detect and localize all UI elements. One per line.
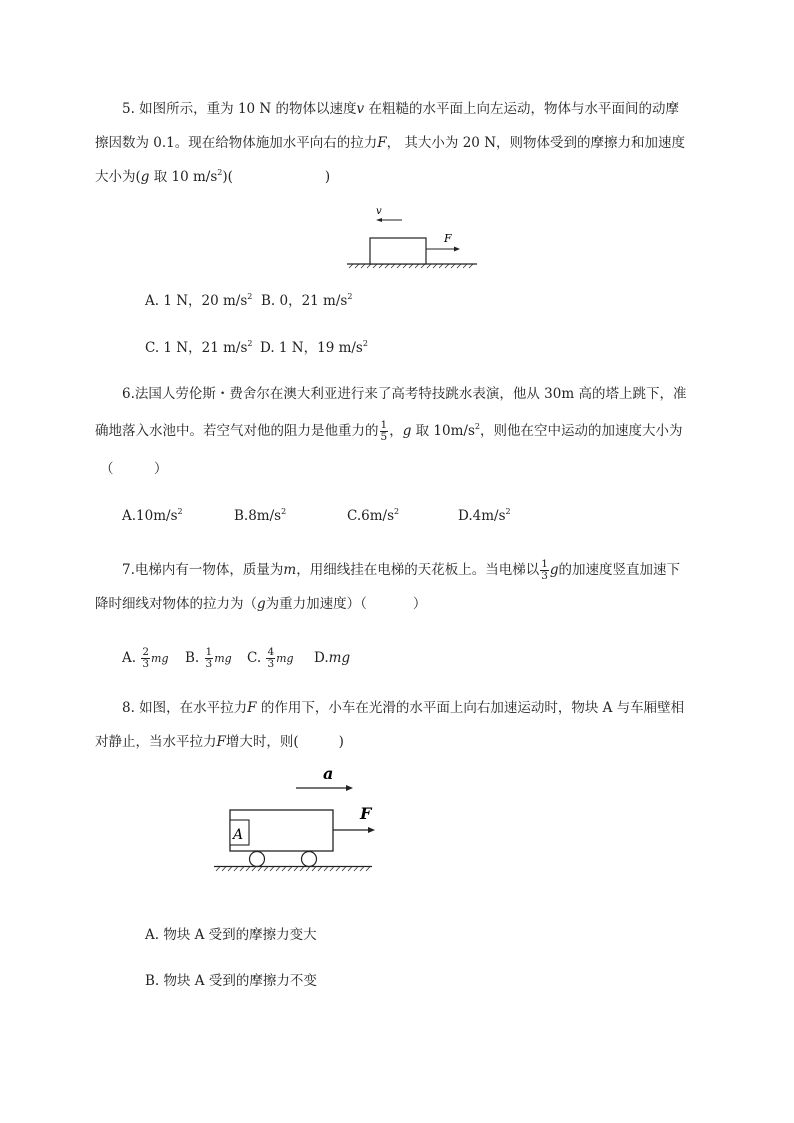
q5-line-2: 擦因数为 0.1。现在给物体施加水平向右的拉力F， 其大小为 20 N，则物体受到的摩擦力和加速度 [95, 135, 686, 151]
q6-option-d[interactable]: $D.4m/s^2$ [458, 507, 511, 524]
q5-option-b[interactable]: B. 0，21 $m/s^2$ [261, 292, 353, 309]
q8-force-arrowhead [368, 827, 375, 833]
q6-line-1: 6.法国人劳伦斯・费舍尔在澳大利亚进行来了高考特技跳水表演，他从 30m 高的塔上跳下，准 [122, 386, 687, 402]
q7-option-b[interactable]: B. $\frac{1}{3}$ mg [185, 646, 232, 670]
q5-line-3: 大小为(g 取 10 $m/s^2$)( ) [95, 168, 331, 185]
q5-force-arrowhead [454, 247, 460, 252]
q5-figure [340, 200, 480, 272]
q8-figure [210, 760, 385, 875]
q7-fraction: $\frac{1}{3}$ [541, 558, 548, 582]
q8-option-b[interactable]: B. 物块 A 受到的摩擦力不变 [145, 973, 317, 989]
q6-option-c[interactable]: $C.6m/s^2$ [347, 507, 400, 524]
q8-wheel-right [302, 852, 317, 867]
q7-option-d[interactable]: D.mg [314, 650, 351, 666]
q5-line-1: 5. 如图所示，重为 10 N 的物体以速度v 在粗糙的水平面上向左运动，物体与水平面间的动摩 [122, 101, 679, 117]
q8-wheel-left [250, 852, 265, 867]
q8-ground-hatch [216, 867, 370, 872]
q7-line-1: 7.电梯内有一物体，质量为m，用细线挂在电梯的天花板上。当电梯以 $\frac{1}{3}$ g的加速度竖直加速下 [122, 558, 681, 582]
q5-velocity-label: v [376, 206, 382, 217]
q6-option-a[interactable]: $A.10m/s^2$ [122, 507, 183, 524]
q7-line-2: 降时细线对物体的拉力为（g为重力加速度）（ ） [95, 596, 427, 612]
q5-block [370, 238, 426, 264]
q5-option-a[interactable]: A. 1 N，20 $m/s^2$ [145, 292, 253, 309]
q8-acceleration-label: a [323, 764, 334, 783]
q5-velocity-arrowhead [376, 218, 382, 222]
q8-acceleration-arrowhead [346, 785, 353, 791]
q6-fraction: $\frac{1}{5}$ [380, 419, 388, 443]
q8-force-label: F [360, 804, 372, 823]
q7-option-c[interactable]: C. $\frac{4}{3}$ mg [247, 646, 294, 670]
q6-line-3: （ ） [100, 461, 168, 477]
q8-line-1: 8. 如图，在水平拉力F 的作用下，小车在光滑的水平面上向右加速运动时，物块 A 与车厢壁相 [122, 700, 685, 716]
q5-option-c[interactable]: C. 1 N，21 $m/s^2$ [145, 339, 253, 356]
q8-line-2: 对静止，当水平拉力F增大时，则( ) [95, 734, 344, 750]
q6-line-2: 确地落入水池中。若空气对他的阻力是他重力的 $\frac{1}{5}$ ，g 取 $10m/s^2$，则他在空中运动的加速度大小为 [95, 419, 683, 443]
q8-block-a-label: A [233, 827, 244, 843]
q5-option-d[interactable]: D. 1 N，19 $m/s^2$ [260, 339, 368, 356]
q5-force-label: F [444, 232, 452, 245]
q7-option-a[interactable]: A. $\frac{2}{3}$ mg [122, 646, 169, 670]
q6-option-b[interactable]: $B.8m/s^2$ [234, 507, 287, 524]
q8-option-a[interactable]: A. 物块 A 受到的摩擦力变大 [145, 927, 317, 943]
